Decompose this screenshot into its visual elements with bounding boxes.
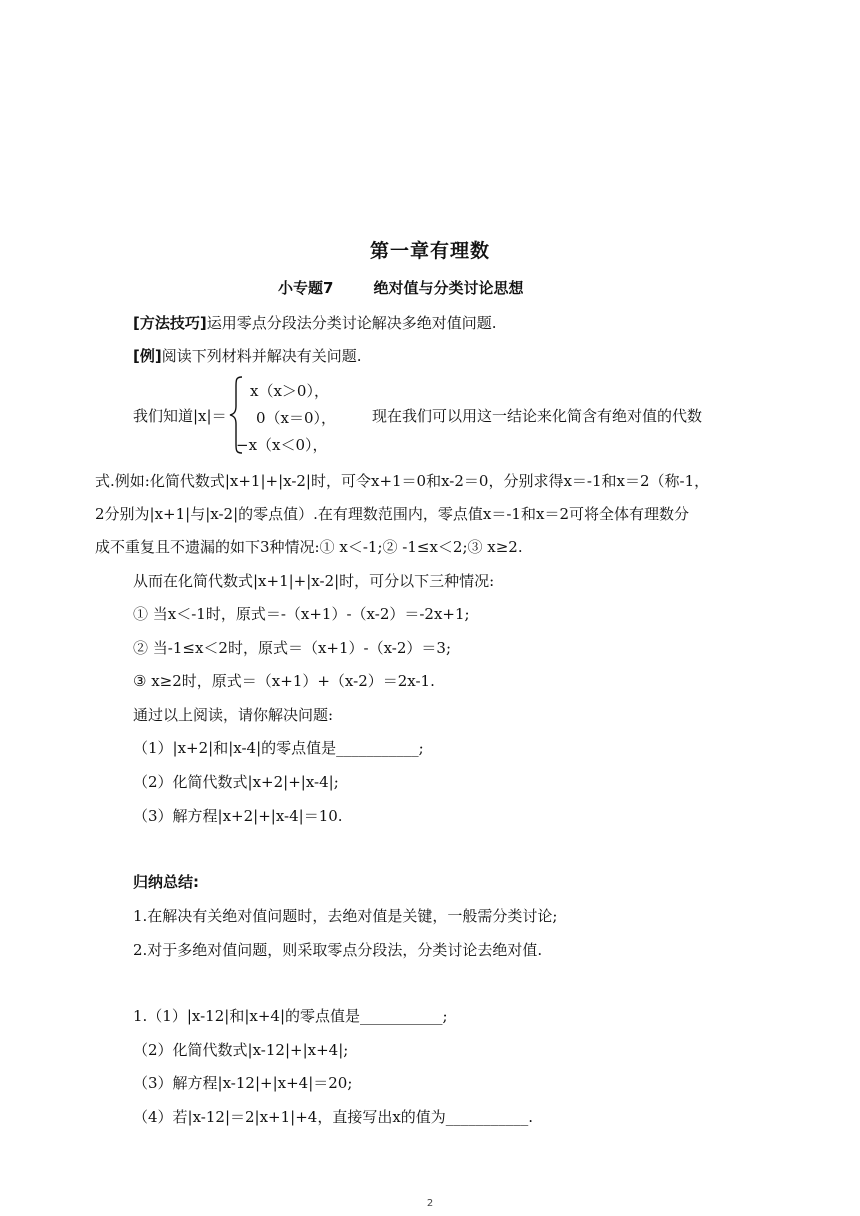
method-line — [133, 312, 497, 334]
paragraph-line: 成不重复且不遗漏的如下3种情况:① x＜-1;② -1≤x＜2;③ x≥2. — [95, 538, 523, 556]
method-text: 运用零点分段法分类讨论解决多绝对值问题. — [206, 314, 497, 332]
definition-suffix: 现在我们可以用这一结论来化简含有绝对值的代数 — [372, 407, 703, 425]
example-line — [133, 345, 362, 367]
definition-case-negative: −x（x＜0）， — [236, 436, 328, 454]
method-tag: [方法技巧] — [133, 314, 207, 332]
paragraph-line: 2分别为|x+1|与|x-2|的零点值）.在有理数范围内，零点值x＝-1和x＝2可将全体有理数分 — [95, 505, 689, 523]
definition-case-positive: x（x＞0）， — [250, 382, 329, 400]
exercise-item: （2）化简代数式|x-12|+|x+4|; — [133, 1041, 349, 1059]
definition-case-zero: 0（x＝0）， — [256, 409, 337, 427]
summary-point: 2.对于多绝对值问题，则采取零点分段法，分类讨论去绝对值. — [133, 941, 543, 959]
summary-heading: 归纳总结: — [133, 873, 199, 891]
example-tag: [例] — [133, 347, 162, 365]
topic-name: 绝对值与分类讨论思想 — [373, 279, 524, 297]
cases-intro: 从而在化简代数式|x+1|+|x-2|时，可分以下三种情况: — [133, 572, 495, 590]
questions-intro: 通过以上阅读，请你解决问题: — [133, 706, 334, 724]
question-item: （1）|x+2|和|x-4|的零点值是___________; — [133, 739, 424, 757]
case-item: ② 当-1≤x＜2时，原式＝（x+1）-（x-2）＝3; — [133, 639, 451, 657]
exercise-item: 1.（1）|x-12|和|x+4|的零点值是___________; — [133, 1007, 448, 1025]
case-item: ① 当x＜-1时，原式＝-（x+1）-（x-2）＝-2x+1; — [133, 605, 470, 623]
question-item: （2）化简代数式|x+2|+|x-4|; — [133, 773, 339, 791]
paragraph-line: 式.例如:化简代数式|x+1|+|x-2|时，可令x+1＝0和x-2＝0，分别求得x＝-1和x＝2（称-1， — [95, 472, 710, 490]
case-item: ③ x≥2时，原式＝（x+1）+（x-2）＝2x-1. — [133, 672, 435, 690]
topic-subtitle — [278, 277, 523, 298]
chapter-title: 第一章有理数 — [369, 240, 490, 262]
summary-point: 1.在解决有关绝对值问题时，去绝对值是关键，一般需分类讨论; — [133, 907, 558, 925]
exercise-item: （4）若|x-12|＝2|x+1|+4，直接写出x的值为___________. — [133, 1108, 534, 1126]
exercise-item: （3）解方程|x-12|+|x+4|＝20; — [133, 1074, 353, 1092]
question-item: （3）解方程|x+2|+|x-4|＝10. — [133, 807, 343, 825]
example-text: 阅读下列材料并解决有关问题. — [161, 347, 362, 365]
page-number: 2 — [426, 1198, 434, 1209]
topic-number: 小专题7 — [278, 279, 334, 297]
definition-prefix: 我们知道|x|＝ — [133, 407, 227, 425]
